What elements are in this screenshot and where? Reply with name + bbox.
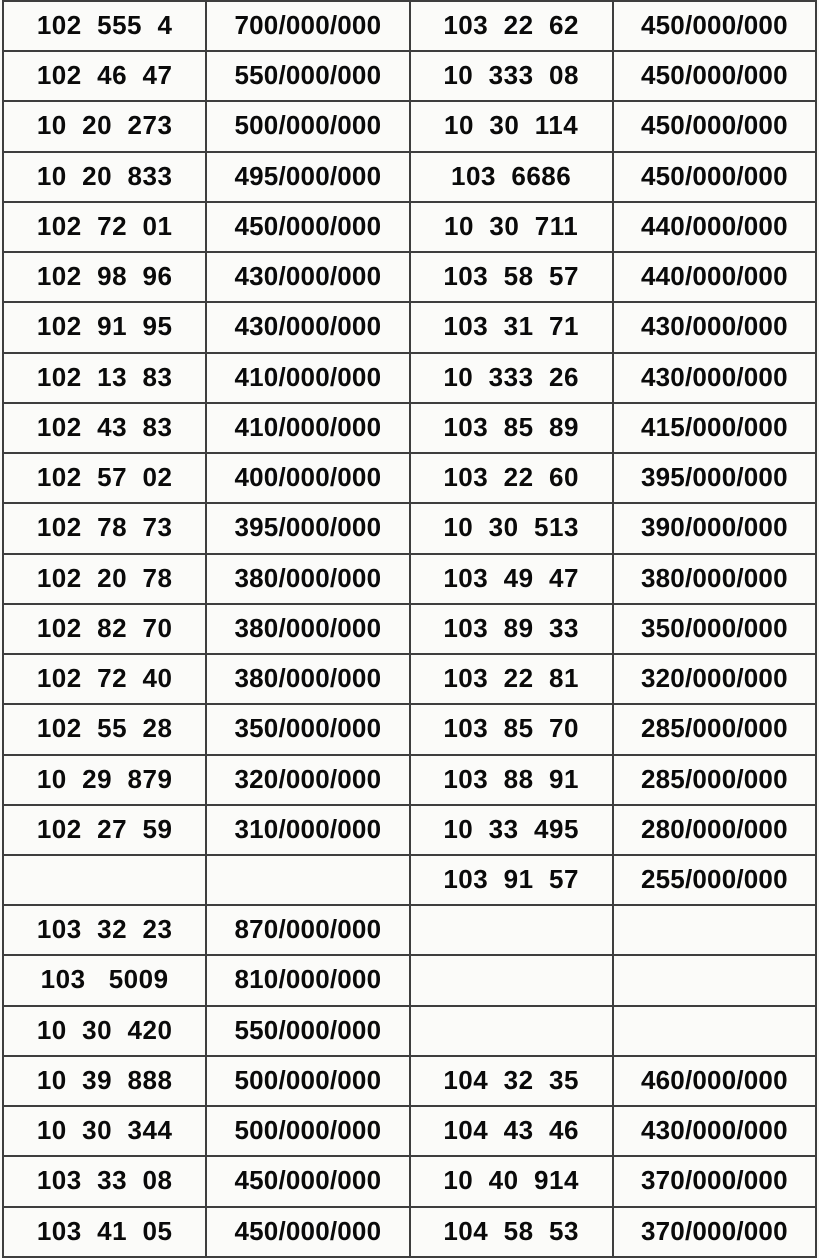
phone-number-cell: 102 82 70 xyxy=(3,604,206,654)
price-cell xyxy=(206,855,409,905)
phone-number-cell: 103 6686 xyxy=(410,152,613,202)
price-cell: 440/000/000 xyxy=(613,202,816,252)
phone-number-cell: 103 41 05 xyxy=(3,1207,206,1257)
price-cell: 870/000/000 xyxy=(206,905,409,955)
phone-number-cell: 10 30 344 xyxy=(3,1106,206,1156)
table-row xyxy=(3,1006,816,1056)
table-row xyxy=(3,604,816,654)
table-row xyxy=(3,453,816,503)
phone-number-cell: 104 58 53 xyxy=(410,1207,613,1257)
phone-number-cell: 104 43 46 xyxy=(410,1106,613,1156)
table-row xyxy=(3,252,816,302)
price-cell: 500/000/000 xyxy=(206,1056,409,1106)
table-row xyxy=(3,503,816,553)
phone-number-cell: 102 72 01 xyxy=(3,202,206,252)
price-cell: 550/000/000 xyxy=(206,1006,409,1056)
table-row xyxy=(3,905,816,955)
price-cell: 410/000/000 xyxy=(206,403,409,453)
phone-number-cell: 10 333 08 xyxy=(410,51,613,101)
phone-number-cell: 102 13 83 xyxy=(3,353,206,403)
phone-number-cell: 103 31 71 xyxy=(410,302,613,352)
price-cell: 430/000/000 xyxy=(613,1106,816,1156)
phone-number-cell: 103 58 57 xyxy=(410,252,613,302)
phone-number-cell: 103 91 57 xyxy=(410,855,613,905)
price-cell: 280/000/000 xyxy=(613,805,816,855)
price-cell: 810/000/000 xyxy=(206,955,409,1005)
price-cell: 440/000/000 xyxy=(613,252,816,302)
phone-number-cell: 103 22 62 xyxy=(410,1,613,51)
phone-number-cell: 103 49 47 xyxy=(410,554,613,604)
price-table-body xyxy=(3,1,816,1257)
phone-number-cell xyxy=(410,905,613,955)
table-row xyxy=(3,1056,816,1106)
phone-number-cell: 104 32 35 xyxy=(410,1056,613,1106)
price-cell: 395/000/000 xyxy=(613,453,816,503)
table-row xyxy=(3,202,816,252)
price-cell: 450/000/000 xyxy=(613,101,816,151)
phone-number-cell: 102 72 40 xyxy=(3,654,206,704)
price-cell: 500/000/000 xyxy=(206,1106,409,1156)
phone-number-cell: 10 20 273 xyxy=(3,101,206,151)
price-cell xyxy=(613,955,816,1005)
table-row xyxy=(3,101,816,151)
phone-number-cell: 103 33 08 xyxy=(3,1156,206,1206)
phone-number-cell: 103 89 33 xyxy=(410,604,613,654)
price-cell: 390/000/000 xyxy=(613,503,816,553)
price-cell: 380/000/000 xyxy=(613,554,816,604)
price-cell: 430/000/000 xyxy=(613,302,816,352)
price-cell: 370/000/000 xyxy=(613,1156,816,1206)
phone-number-cell: 102 98 96 xyxy=(3,252,206,302)
phone-number-cell: 10 33 495 xyxy=(410,805,613,855)
price-cell: 415/000/000 xyxy=(613,403,816,453)
phone-number-cell: 102 78 73 xyxy=(3,503,206,553)
price-cell: 380/000/000 xyxy=(206,654,409,704)
price-cell: 450/000/000 xyxy=(206,1207,409,1257)
table-row xyxy=(3,955,816,1005)
price-cell: 255/000/000 xyxy=(613,855,816,905)
phone-number-cell xyxy=(3,855,206,905)
table-row xyxy=(3,1207,816,1257)
price-cell: 380/000/000 xyxy=(206,554,409,604)
price-cell: 350/000/000 xyxy=(613,604,816,654)
price-cell: 310/000/000 xyxy=(206,805,409,855)
table-row xyxy=(3,302,816,352)
phone-number-cell: 10 30 513 xyxy=(410,503,613,553)
phone-number-cell: 10 30 420 xyxy=(3,1006,206,1056)
price-table xyxy=(2,0,817,1258)
price-cell: 430/000/000 xyxy=(206,252,409,302)
phone-number-cell: 102 55 28 xyxy=(3,704,206,754)
price-cell: 450/000/000 xyxy=(206,202,409,252)
price-cell: 460/000/000 xyxy=(613,1056,816,1106)
phone-number-cell xyxy=(410,1006,613,1056)
price-cell: 410/000/000 xyxy=(206,353,409,403)
phone-number-cell: 102 43 83 xyxy=(3,403,206,453)
table-row xyxy=(3,353,816,403)
price-cell: 450/000/000 xyxy=(613,1,816,51)
phone-number-cell: 10 39 888 xyxy=(3,1056,206,1106)
price-cell: 495/000/000 xyxy=(206,152,409,202)
phone-number-cell: 102 46 47 xyxy=(3,51,206,101)
table-row xyxy=(3,755,816,805)
phone-number-cell: 103 5009 xyxy=(3,955,206,1005)
price-cell: 550/000/000 xyxy=(206,51,409,101)
phone-number-cell: 10 30 114 xyxy=(410,101,613,151)
table-row xyxy=(3,51,816,101)
table-row xyxy=(3,654,816,704)
phone-number-cell: 102 555 4 xyxy=(3,1,206,51)
price-cell: 430/000/000 xyxy=(206,302,409,352)
price-cell: 450/000/000 xyxy=(613,152,816,202)
phone-number-cell: 10 40 914 xyxy=(410,1156,613,1206)
table-row xyxy=(3,1156,816,1206)
price-cell: 450/000/000 xyxy=(613,51,816,101)
price-cell: 380/000/000 xyxy=(206,604,409,654)
price-cell: 370/000/000 xyxy=(613,1207,816,1257)
table-row xyxy=(3,855,816,905)
price-cell: 450/000/000 xyxy=(206,1156,409,1206)
phone-number-cell: 103 85 89 xyxy=(410,403,613,453)
table-row xyxy=(3,152,816,202)
table-row xyxy=(3,1106,816,1156)
phone-number-cell: 10 20 833 xyxy=(3,152,206,202)
phone-number-cell: 103 22 81 xyxy=(410,654,613,704)
phone-number-cell: 10 333 26 xyxy=(410,353,613,403)
table-row xyxy=(3,704,816,754)
price-cell: 350/000/000 xyxy=(206,704,409,754)
price-cell: 320/000/000 xyxy=(613,654,816,704)
phone-number-cell: 10 29 879 xyxy=(3,755,206,805)
phone-number-cell: 102 20 78 xyxy=(3,554,206,604)
price-cell: 500/000/000 xyxy=(206,101,409,151)
table-row xyxy=(3,403,816,453)
price-cell: 400/000/000 xyxy=(206,453,409,503)
table-row xyxy=(3,554,816,604)
table-row xyxy=(3,1,816,51)
table-row xyxy=(3,805,816,855)
price-cell: 285/000/000 xyxy=(613,704,816,754)
phone-number-cell: 10 30 711 xyxy=(410,202,613,252)
phone-number-cell: 103 88 91 xyxy=(410,755,613,805)
phone-number-cell: 102 27 59 xyxy=(3,805,206,855)
price-cell: 700/000/000 xyxy=(206,1,409,51)
price-cell xyxy=(613,1006,816,1056)
price-cell: 395/000/000 xyxy=(206,503,409,553)
price-cell: 430/000/000 xyxy=(613,353,816,403)
price-cell: 320/000/000 xyxy=(206,755,409,805)
phone-number-cell: 103 32 23 xyxy=(3,905,206,955)
phone-number-cell xyxy=(410,955,613,1005)
price-cell: 285/000/000 xyxy=(613,755,816,805)
phone-number-cell: 103 85 70 xyxy=(410,704,613,754)
price-cell xyxy=(613,905,816,955)
phone-number-cell: 103 22 60 xyxy=(410,453,613,503)
phone-number-cell: 102 57 02 xyxy=(3,453,206,503)
phone-number-cell: 102 91 95 xyxy=(3,302,206,352)
